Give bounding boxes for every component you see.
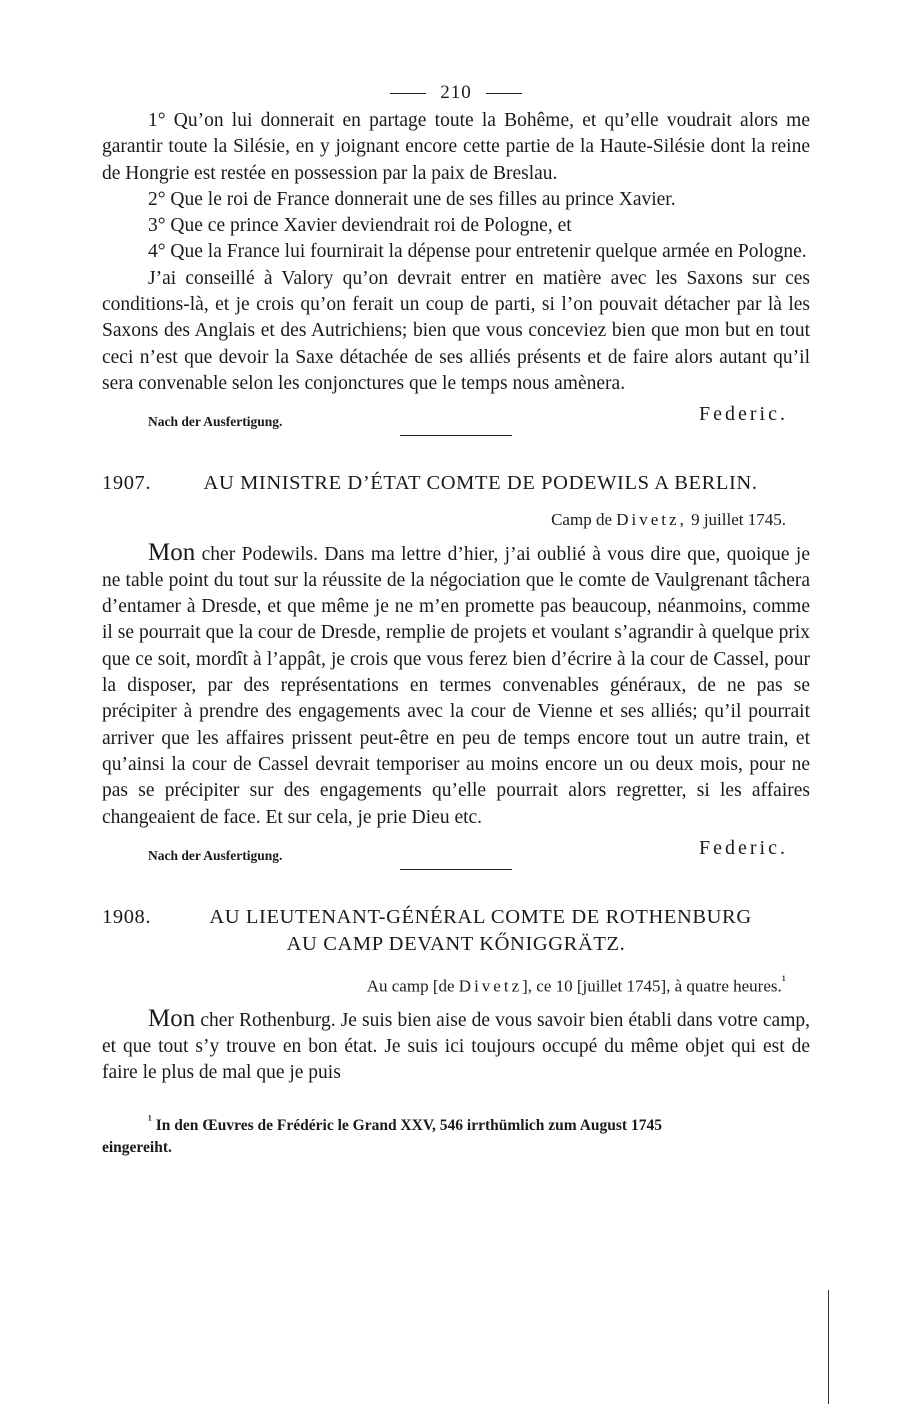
letter-title-line1: AU LIEUTENANT-GÉNÉRAL COMTE DE ROTHENBURG <box>209 905 752 928</box>
letter-body <box>102 1006 810 1087</box>
header-dash-left <box>390 93 426 94</box>
footnote <box>102 1109 810 1159</box>
page-header <box>102 78 810 108</box>
header-dash-right <box>486 93 522 94</box>
letter-title: AU MINISTRE D’ÉTAT COMTE DE PODEWILS A BERLIN. <box>203 472 758 495</box>
dateline <box>102 968 786 1000</box>
letter-closing <box>102 835 810 863</box>
paragraph: 4° Que la France lui fournirait la dépense pour entretenir quelque armée en Pologne. <box>148 241 807 263</box>
dateline-prefix: Camp de <box>551 510 612 530</box>
salutation-initial: Mon <box>148 538 196 566</box>
letter-body-text: cher Rothenburg. Je suis bien aise de vous savoir bien établi dans votre camp, et que tout s’y trouve en bon état. Je suis ici toujours occupé du même objet qui est de faire le plus de mal que je puis <box>102 1009 811 1084</box>
section-divider <box>400 435 512 436</box>
letter-title-line2: AU CAMP DEVANT KŐNIGGRÄTZ. <box>286 932 626 955</box>
letter-number: 1908. <box>102 905 152 928</box>
letter-body <box>102 540 810 831</box>
footnote-mark: ¹ <box>148 1111 152 1127</box>
letter-number: 1907. <box>102 472 152 495</box>
dateline-prefix: Au camp [de <box>366 976 455 996</box>
book-page <box>102 78 810 1159</box>
letter-heading <box>102 470 810 497</box>
dateline <box>102 507 786 533</box>
signature: Federic. <box>699 836 788 859</box>
dateline-date: ], ce 10 [juillet 1745], à quatre heures. <box>522 976 782 996</box>
salutation-initial: Mon <box>148 1004 196 1032</box>
scan-margin-line <box>828 1290 829 1404</box>
source-note: Nach der Ausfertigung. <box>148 847 283 863</box>
dateline-place: Divetz, <box>616 510 687 530</box>
letter-1908 <box>102 904 810 1087</box>
letter-body-text: cher Podewils. Dans ma lettre d’hier, j’ai oublié à vous dire que, quoique je ne table point du tout sur la réussite de la négociation que le comte de Vaulgrenant tâchera d’entamer à Dresde, et que même je ne m’en promette pas beaucoup, néanmoins, comme il se pourrait que la cour de Dresde, remplie de projets et voulant s’agrandir à quelque prix que ce soit, mordît à l’appât, je crois que vous ferez bien d’écrire à la cour de Cassel, pour la disposer, par des représentations en termes convenables généraux, de ne pas se précipiter à prendre des engagements avec la cour de Vienne et ses alliés; qu’il pourrait arriver que les affaires prissent peut-être en peu de temps encore tout un autre train, et qu’ainsi la cour de Cassel devrait temporiser au moins encore un ou deux mois, pour ne pas se précipiter sur des engagements qu’elle pourrait alors regretter, si les affaires changeaient de face. Et sur cela, je prie Dieu etc. <box>102 543 811 828</box>
signature: Federic. <box>699 403 788 426</box>
footnote-continuation: eingereiht. <box>102 1138 172 1156</box>
letter-heading <box>102 904 810 958</box>
letter-1907 <box>102 470 810 870</box>
letter-closing <box>102 401 810 429</box>
paragraph: 1° Qu’on lui donnerait en partage toute la Bohême, et qu’elle voudrait alors me garantir toute la Silésie, en y joignant encore cette partie de la Haute-Silésie dont la reine de Hongrie est restée en possession par la paix de Breslau. <box>102 110 810 184</box>
paragraph: J’ai conseillé à Valory qu’on devrait entrer en matière avec les Saxons sur ces conditions-là, et je crois qu’on ferait un coup de parti, si l’on pouvait détacher par là les Saxons des Anglais et des Autrichiens; bien que vous conceviez bien que mon but en tout ceci n’est que devoir la Saxe détachée de ses alliés présents et de faire alors autant qu’il sera convenable selon les conjonctures que le temps nous amènera. <box>102 267 810 394</box>
page-number: 210 <box>440 82 472 103</box>
footnote-text: In den Œuvres de Frédéric le Grand XXV, 546 irrthümlich zum August 1745 <box>155 1116 662 1134</box>
dateline-place: Divetz <box>458 976 523 996</box>
paragraph: 3° Que ce prince Xavier deviendrait roi de Pologne, et <box>148 215 572 237</box>
footnote-reference: ¹ <box>781 972 786 989</box>
section-divider <box>400 869 512 870</box>
paragraph: 2° Que le roi de France donnerait une de ses filles au prince Xavier. <box>148 188 676 210</box>
dateline-date: 9 juillet 1745. <box>691 510 786 530</box>
letter-1906-conclusion <box>102 108 810 436</box>
source-note: Nach der Ausfertigung. <box>148 414 283 430</box>
